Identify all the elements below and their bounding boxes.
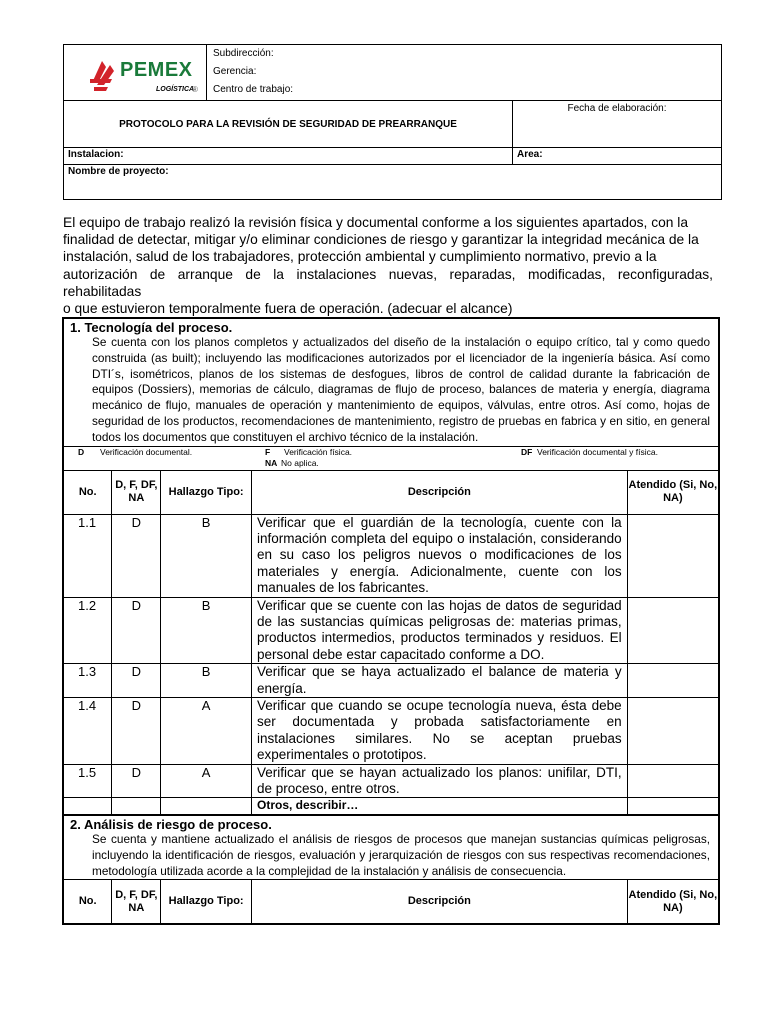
gerencia-label: Gerencia: xyxy=(213,66,257,77)
legend-df-text: Verificación documental y física. xyxy=(537,446,658,457)
logo-text: PEMEX xyxy=(120,59,193,81)
section-1-header xyxy=(63,318,719,446)
col-descripcion: Descripción xyxy=(252,880,628,924)
table-row xyxy=(63,597,719,664)
intro-line: autorización de arranque de la instalaciones nuevas, reparadas, modificadas, reconfiguradas, rehabilitadas xyxy=(63,266,713,299)
intro-line: El equipo de trabajo realizó la revisión física y documental conforme a los siguientes apartados, con la xyxy=(63,215,689,230)
intro-line: instalación, salud de los trabajadores, protección ambiental y cumplimiento normativo, previo a la xyxy=(63,249,657,265)
legend-f-code: F xyxy=(265,446,271,457)
intro-paragraph xyxy=(63,214,713,317)
col-no: No. xyxy=(63,880,112,924)
document-header xyxy=(63,44,722,200)
row-df: D xyxy=(112,764,161,798)
col-hallazgo: Hallazgo Tipo: xyxy=(161,880,252,924)
document-title: PROTOCOLO PARA LA REVISIÓN DE SEGURIDAD DE PREARRANQUE xyxy=(64,101,513,148)
checklist-table xyxy=(62,317,720,925)
row-tipo: B xyxy=(161,597,252,664)
row-tipo: B xyxy=(161,664,252,698)
row-atendido-cell[interactable] xyxy=(627,764,719,798)
column-header-row xyxy=(63,880,719,924)
row-no: 1.5 xyxy=(63,764,112,798)
table-row xyxy=(63,664,719,698)
section-2-title: 2. Análisis de riesgo de proceso. xyxy=(70,816,272,832)
legend-na-text: No aplica. xyxy=(281,457,319,468)
intro-line: o que estuvieron temporalmente fuera de operación. (adecuar el alcance) xyxy=(63,301,513,317)
subdireccion-label: Subdirección: xyxy=(213,48,274,59)
section-2-header xyxy=(63,815,719,880)
column-header-row xyxy=(63,470,719,514)
row-no: 1.4 xyxy=(63,698,112,765)
legend-df-code: DF xyxy=(521,446,533,457)
col-atendido: Atendido (Si, No, NA) xyxy=(627,880,719,924)
fecha-elaboracion-label: Fecha de elaboración: xyxy=(513,101,722,148)
row-descripcion: Verificar que se hayan actualizado los planos: unifilar, DTI, de proceso, entre otros. xyxy=(252,764,628,798)
legend xyxy=(63,446,719,470)
logo-subtext: LOGÍSTICA xyxy=(156,86,195,93)
table-row xyxy=(63,698,719,765)
row-df: D xyxy=(112,698,161,765)
section-1-description: Se cuenta con los planos completos y actualizados del diseño de la instalación o equipo crítico, tal y como quedo construida (as built); incluyendo las modificaciones autorizados por el licenciador de la ingeniería básica. Así como DTI´s, isométricos, planos de los sistemas de desfogues, libros de control de calidad durante la fabricación de equipos (Dossiers), memorias de cálculo, diagramas de flujo de proceso, balances de materia y energía, diagrama mecánico de flujo, manuales de operación y mantenimiento de equipos, válvulas, entre otros. Así como, hojas de seguridad de los productos, recomendaciones de mantenimiento, registro de pruebas en fabrica y en sitio, en general todos los documentos que constituyen el archivo técnico de la instalación. xyxy=(92,335,710,444)
legend-d-code: D xyxy=(78,446,85,457)
row-atendido-cell[interactable] xyxy=(627,597,719,664)
table-row xyxy=(63,514,719,597)
intro-line: finalidad de detectar, mitigar y/o eliminar condiciones de riesgo y garantizar la integridad mecánica de la xyxy=(63,232,699,248)
row-tipo: A xyxy=(161,764,252,798)
row-atendido-cell[interactable] xyxy=(627,514,719,597)
otros-label[interactable]: Otros, describir… xyxy=(252,798,628,815)
col-hallazgo: Hallazgo Tipo: xyxy=(161,470,252,514)
col-no: No. xyxy=(63,470,112,514)
row-df: D xyxy=(112,664,161,698)
logo-cell xyxy=(64,45,207,101)
col-atendido: Atendido (Si, No, NA) xyxy=(627,470,719,514)
row-tipo: B xyxy=(161,514,252,597)
row-descripcion: Verificar que se cuente con las hojas de datos de seguridad de las sustancias químicas peligrosas de: materias primas, productos intermedios, productos terminados y residuos. El personal debe estar capacitado conforme a DO. xyxy=(252,597,628,664)
logo-registered: ® xyxy=(192,85,198,94)
centro-label: Centro de trabajo: xyxy=(213,84,294,95)
row-df: D xyxy=(112,597,161,664)
legend-d-text: Verificación documental. xyxy=(100,446,193,457)
area-label: Area: xyxy=(513,148,722,165)
row-descripcion: Verificar que se haya actualizado el balance de materia y energía. xyxy=(252,664,628,698)
row-no: 1.3 xyxy=(63,664,112,698)
legend-na-code: NA xyxy=(265,457,278,468)
row-no: 1.1 xyxy=(63,514,112,597)
section-1-title: 1. Tecnología del proceso. xyxy=(70,320,233,335)
col-df: D, F, DF, NA xyxy=(112,470,161,514)
proyecto-label: Nombre de proyecto: xyxy=(64,165,722,200)
row-tipo: A xyxy=(161,698,252,765)
instalacion-label: Instalacion: xyxy=(64,148,513,165)
org-info xyxy=(207,45,722,101)
col-df: D, F, DF, NA xyxy=(112,880,161,924)
section-2-description: Se cuenta y mantiene actualizado el análisis de riesgos de procesos que manejan sustancias químicas peligrosas, incluyendo la identificación de riesgos, evaluación y jerarquización de riesgos con sus respectivas recomendaciones, metodología utilizada acorde a la complejidad de la instalación y análisis de consecuencia. xyxy=(92,831,710,878)
row-descripcion: Verificar que el guardián de la tecnología, cuente con la información completa del equipo o instalación, considerando en su caso los peligros nuevos o modificaciones de los materiales y energía. Adicionalmente, cuente con los manuales de los fabricantes. xyxy=(252,514,628,597)
row-no: 1.2 xyxy=(63,597,112,664)
otros-row xyxy=(63,798,719,815)
row-atendido-cell[interactable] xyxy=(627,698,719,765)
row-descripcion: Verificar que cuando se ocupe tecnología nueva, ésta debe ser documentada y probada satisfactoriamente en instalaciones similares. No se aceptan pruebas experimentales o prototipos. xyxy=(252,698,628,765)
legend-f-text: Verificación física. xyxy=(284,446,353,457)
col-descripcion: Descripción xyxy=(252,470,628,514)
row-df: D xyxy=(112,514,161,597)
row-atendido-cell[interactable] xyxy=(627,664,719,698)
table-row xyxy=(63,764,719,798)
